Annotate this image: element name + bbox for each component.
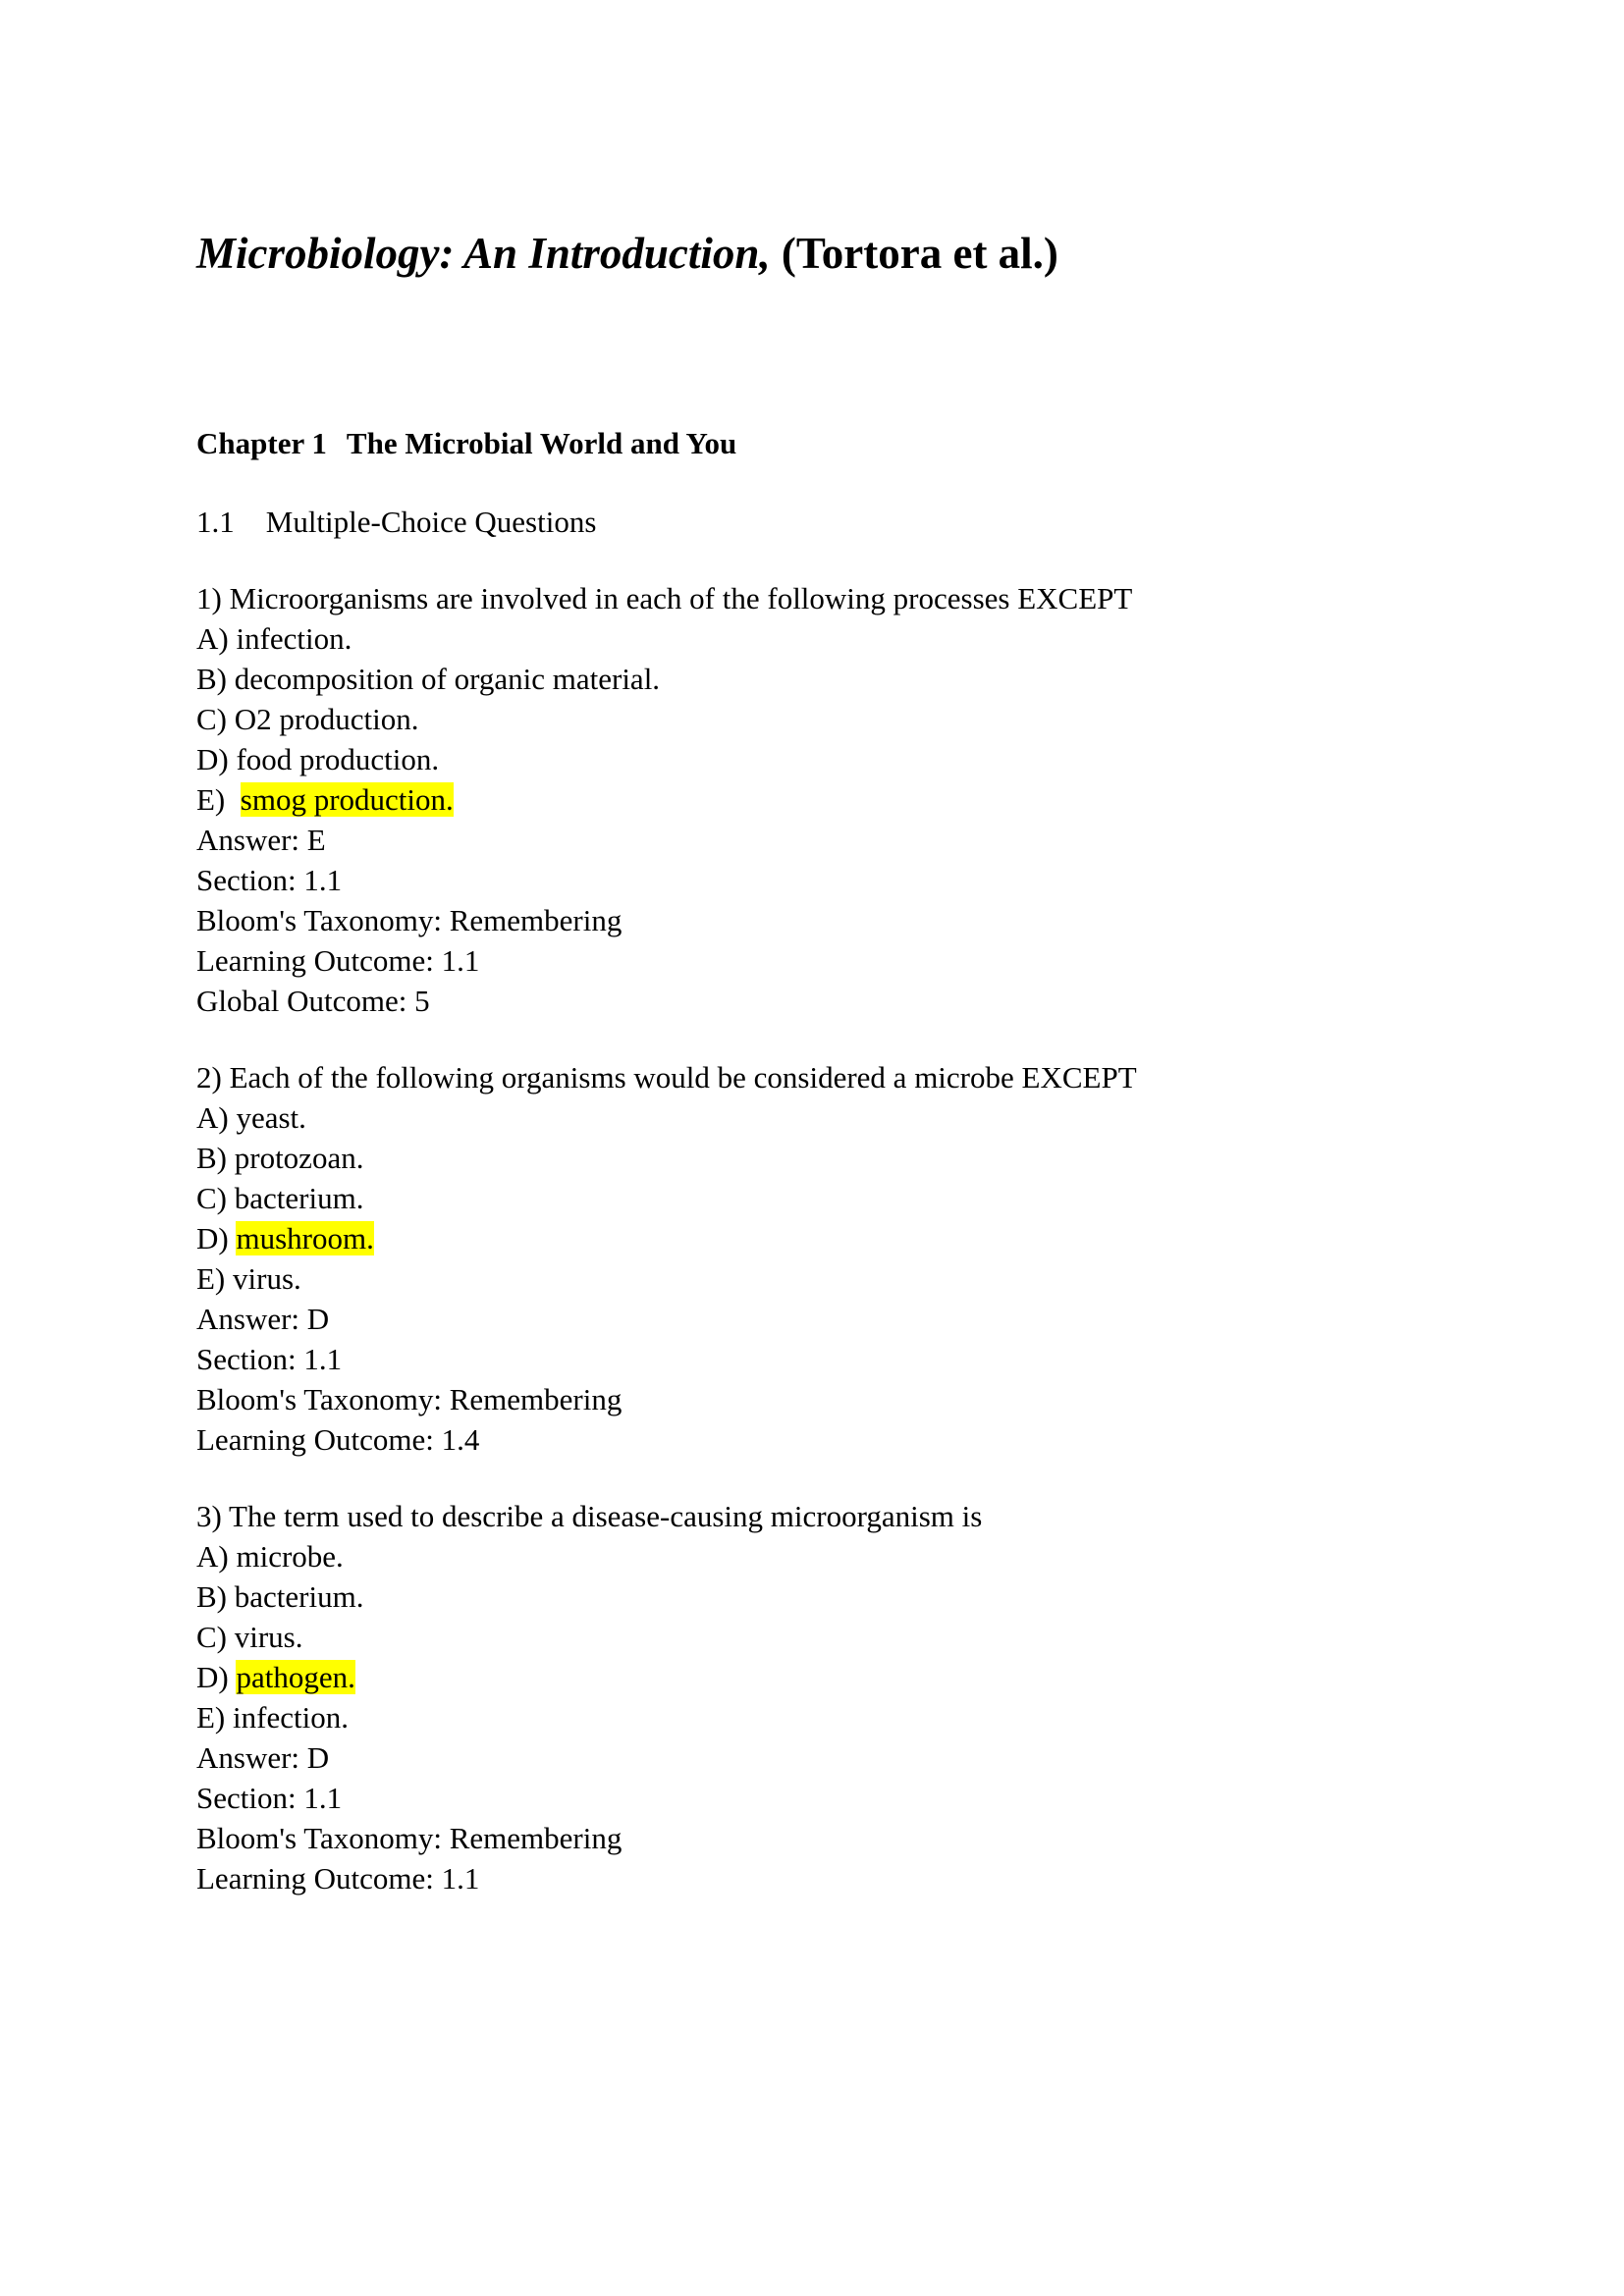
- answer-option-e: [196, 779, 1132, 820]
- option-letter: A): [196, 621, 229, 656]
- learning-outcome: Learning Outcome: 1.1: [196, 1861, 480, 1896]
- answer-key: Answer: E: [196, 823, 326, 857]
- option-text: yeast.: [236, 1100, 306, 1135]
- section-number: 1.1: [196, 505, 235, 539]
- option-letter: E): [196, 1700, 226, 1735]
- option-text: infection.: [233, 1700, 349, 1735]
- option-letter: C): [196, 702, 227, 736]
- option-text: food production.: [236, 742, 440, 776]
- section-ref: Section: 1.1: [196, 1781, 343, 1815]
- option-letter: B): [196, 1141, 227, 1175]
- option-letter: C): [196, 1620, 227, 1654]
- question-stem: 1) Microorganisms are involved in each of the following processes EXCEPT: [196, 581, 1133, 615]
- highlighted-answer: smog production.: [240, 782, 454, 817]
- answer-option-b: [196, 1138, 1137, 1178]
- question-1: [196, 578, 1132, 1021]
- option-letter: D): [196, 742, 229, 776]
- question-3: [196, 1496, 982, 1898]
- option-text: infection.: [236, 621, 352, 656]
- section-ref: Section: 1.1: [196, 863, 343, 897]
- option-text: virus.: [234, 1620, 303, 1654]
- option-letter: E): [196, 1261, 226, 1296]
- document-title: [196, 224, 1058, 283]
- answer-option-e: [196, 1258, 1137, 1299]
- section-heading: [196, 503, 596, 542]
- highlighted-answer: mushroom.: [236, 1221, 374, 1255]
- answer-option-a: [196, 618, 1132, 659]
- answer-option-d: [196, 739, 1132, 779]
- highlighted-answer: pathogen.: [236, 1660, 355, 1694]
- option-letter: B): [196, 1579, 227, 1614]
- learning-outcome: Learning Outcome: 1.4: [196, 1422, 480, 1457]
- answer-key: Answer: D: [196, 1740, 330, 1775]
- answer-option-c: [196, 1178, 1137, 1218]
- section-title: Multiple-Choice Questions: [265, 505, 597, 539]
- blooms-taxonomy: Bloom's Taxonomy: Remembering: [196, 1821, 623, 1855]
- answer-option-b: [196, 659, 1132, 699]
- option-letter: D): [196, 1221, 229, 1255]
- answer-option-d: [196, 1657, 982, 1697]
- book-title: Microbiology: An Introduction,: [196, 229, 771, 278]
- option-letter: C): [196, 1181, 227, 1215]
- blooms-taxonomy: Bloom's Taxonomy: Remembering: [196, 903, 623, 937]
- answer-option-d: [196, 1218, 1137, 1258]
- question-stem: 3) The term used to describe a disease-causing microorganism is: [196, 1499, 983, 1533]
- option-letter: B): [196, 662, 227, 696]
- question-2: [196, 1057, 1137, 1460]
- book-authors: (Tortora et al.): [781, 229, 1058, 278]
- answer-option-e: [196, 1697, 982, 1737]
- answer-option-b: [196, 1576, 982, 1617]
- answer-option-c: [196, 1617, 982, 1657]
- option-letter: D): [196, 1660, 229, 1694]
- question-stem: 2) Each of the following organisms would be considered a microbe EXCEPT: [196, 1060, 1137, 1095]
- option-text: protozoan.: [234, 1141, 364, 1175]
- answer-option-c: [196, 699, 1132, 739]
- option-text: bacterium.: [234, 1181, 364, 1215]
- option-letter: A): [196, 1100, 229, 1135]
- learning-outcome: Learning Outcome: 1.1: [196, 943, 480, 978]
- option-text: decomposition of organic material.: [234, 662, 661, 696]
- chapter-heading: [196, 424, 736, 463]
- answer-option-a: [196, 1536, 982, 1576]
- answer-option-a: [196, 1097, 1137, 1138]
- answer-key: Answer: D: [196, 1302, 330, 1336]
- option-text: microbe.: [236, 1539, 344, 1574]
- chapter-name: The Microbial World and You: [346, 426, 737, 460]
- blooms-taxonomy: Bloom's Taxonomy: Remembering: [196, 1382, 623, 1416]
- option-text: bacterium.: [234, 1579, 364, 1614]
- option-letter: E): [196, 782, 226, 817]
- chapter-label: Chapter 1: [196, 426, 327, 460]
- option-text: O2 production.: [234, 702, 419, 736]
- global-outcome: Global Outcome: 5: [196, 984, 430, 1018]
- option-text: virus.: [233, 1261, 301, 1296]
- section-ref: Section: 1.1: [196, 1342, 343, 1376]
- option-letter: A): [196, 1539, 229, 1574]
